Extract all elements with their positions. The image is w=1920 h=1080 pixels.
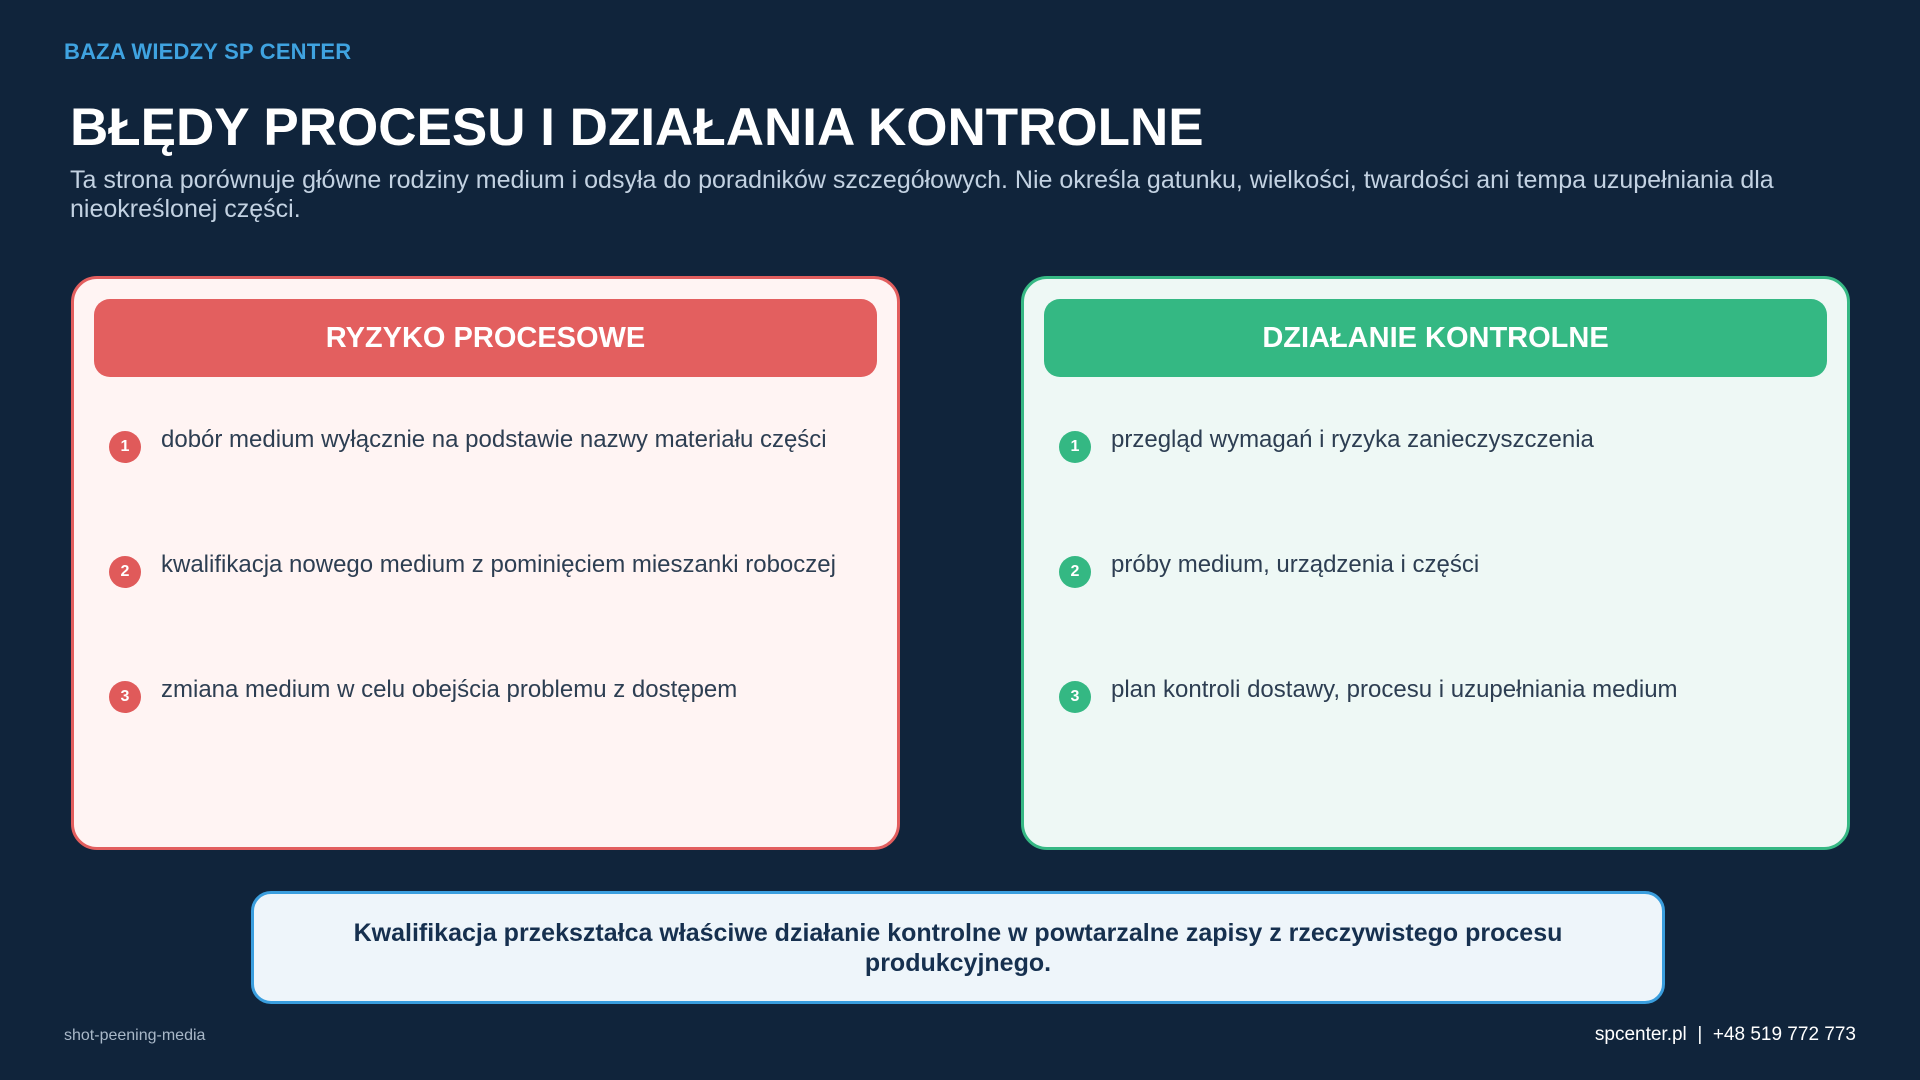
risk-item-text: dobór medium wyłącznie na podstawie nazwy materiału części xyxy=(161,426,827,453)
control-item xyxy=(1059,425,1819,465)
risk-panel xyxy=(71,276,900,850)
brand-label: BAZA WIEDZY SP CENTER xyxy=(64,39,352,64)
risk-panel-header: RYZYKO PROCESOWE xyxy=(94,299,877,377)
number-badge: 2 xyxy=(109,556,141,588)
page-slug: shot-peening-media xyxy=(64,1027,206,1044)
contact-info: spcenter.pl | +48 519 772 773 xyxy=(1594,1024,1856,1045)
control-panel xyxy=(1021,276,1850,850)
number-badge: 3 xyxy=(1059,681,1091,713)
number-badge: 1 xyxy=(1059,431,1091,463)
page-subtitle: Ta strona porównuje główne rodziny medium i odsyła do poradników szczegółowych. Nie określa gatunku, wielkości, twardości ani tempa uzupełniania dla nieokreślonej części. xyxy=(70,166,1774,223)
risk-item-text: zmiana medium w celu obejścia problemu z dostępem xyxy=(161,676,738,703)
control-panel-header: DZIAŁANIE KONTROLNE xyxy=(1044,299,1827,377)
control-item-text: plan kontroli dostawy, procesu i uzupełniania medium xyxy=(1111,676,1678,703)
control-item-text: przegląd wymagań i ryzyka zanieczyszczenia xyxy=(1111,426,1594,453)
page-title: BŁĘDY PROCESU I DZIAŁANIA KONTROLNE xyxy=(70,98,1204,157)
number-badge: 3 xyxy=(109,681,141,713)
risk-item-text: kwalifikacja nowego medium z pominięciem mieszanki roboczej xyxy=(161,551,836,578)
number-badge: 2 xyxy=(1059,556,1091,588)
risk-item xyxy=(109,550,869,590)
number-badge: 1 xyxy=(109,431,141,463)
control-item xyxy=(1059,675,1819,715)
summary-note xyxy=(251,891,1665,1004)
risk-item xyxy=(109,425,869,465)
control-item xyxy=(1059,550,1819,590)
control-item-text: próby medium, urządzenia i części xyxy=(1111,551,1480,578)
summary-note-text: Kwalifikacja przekształca właściwe działanie kontrolne w powtarzalne zapisy z rzeczywistego procesu produkcyjnego. xyxy=(353,918,1563,977)
risk-item xyxy=(109,675,869,715)
